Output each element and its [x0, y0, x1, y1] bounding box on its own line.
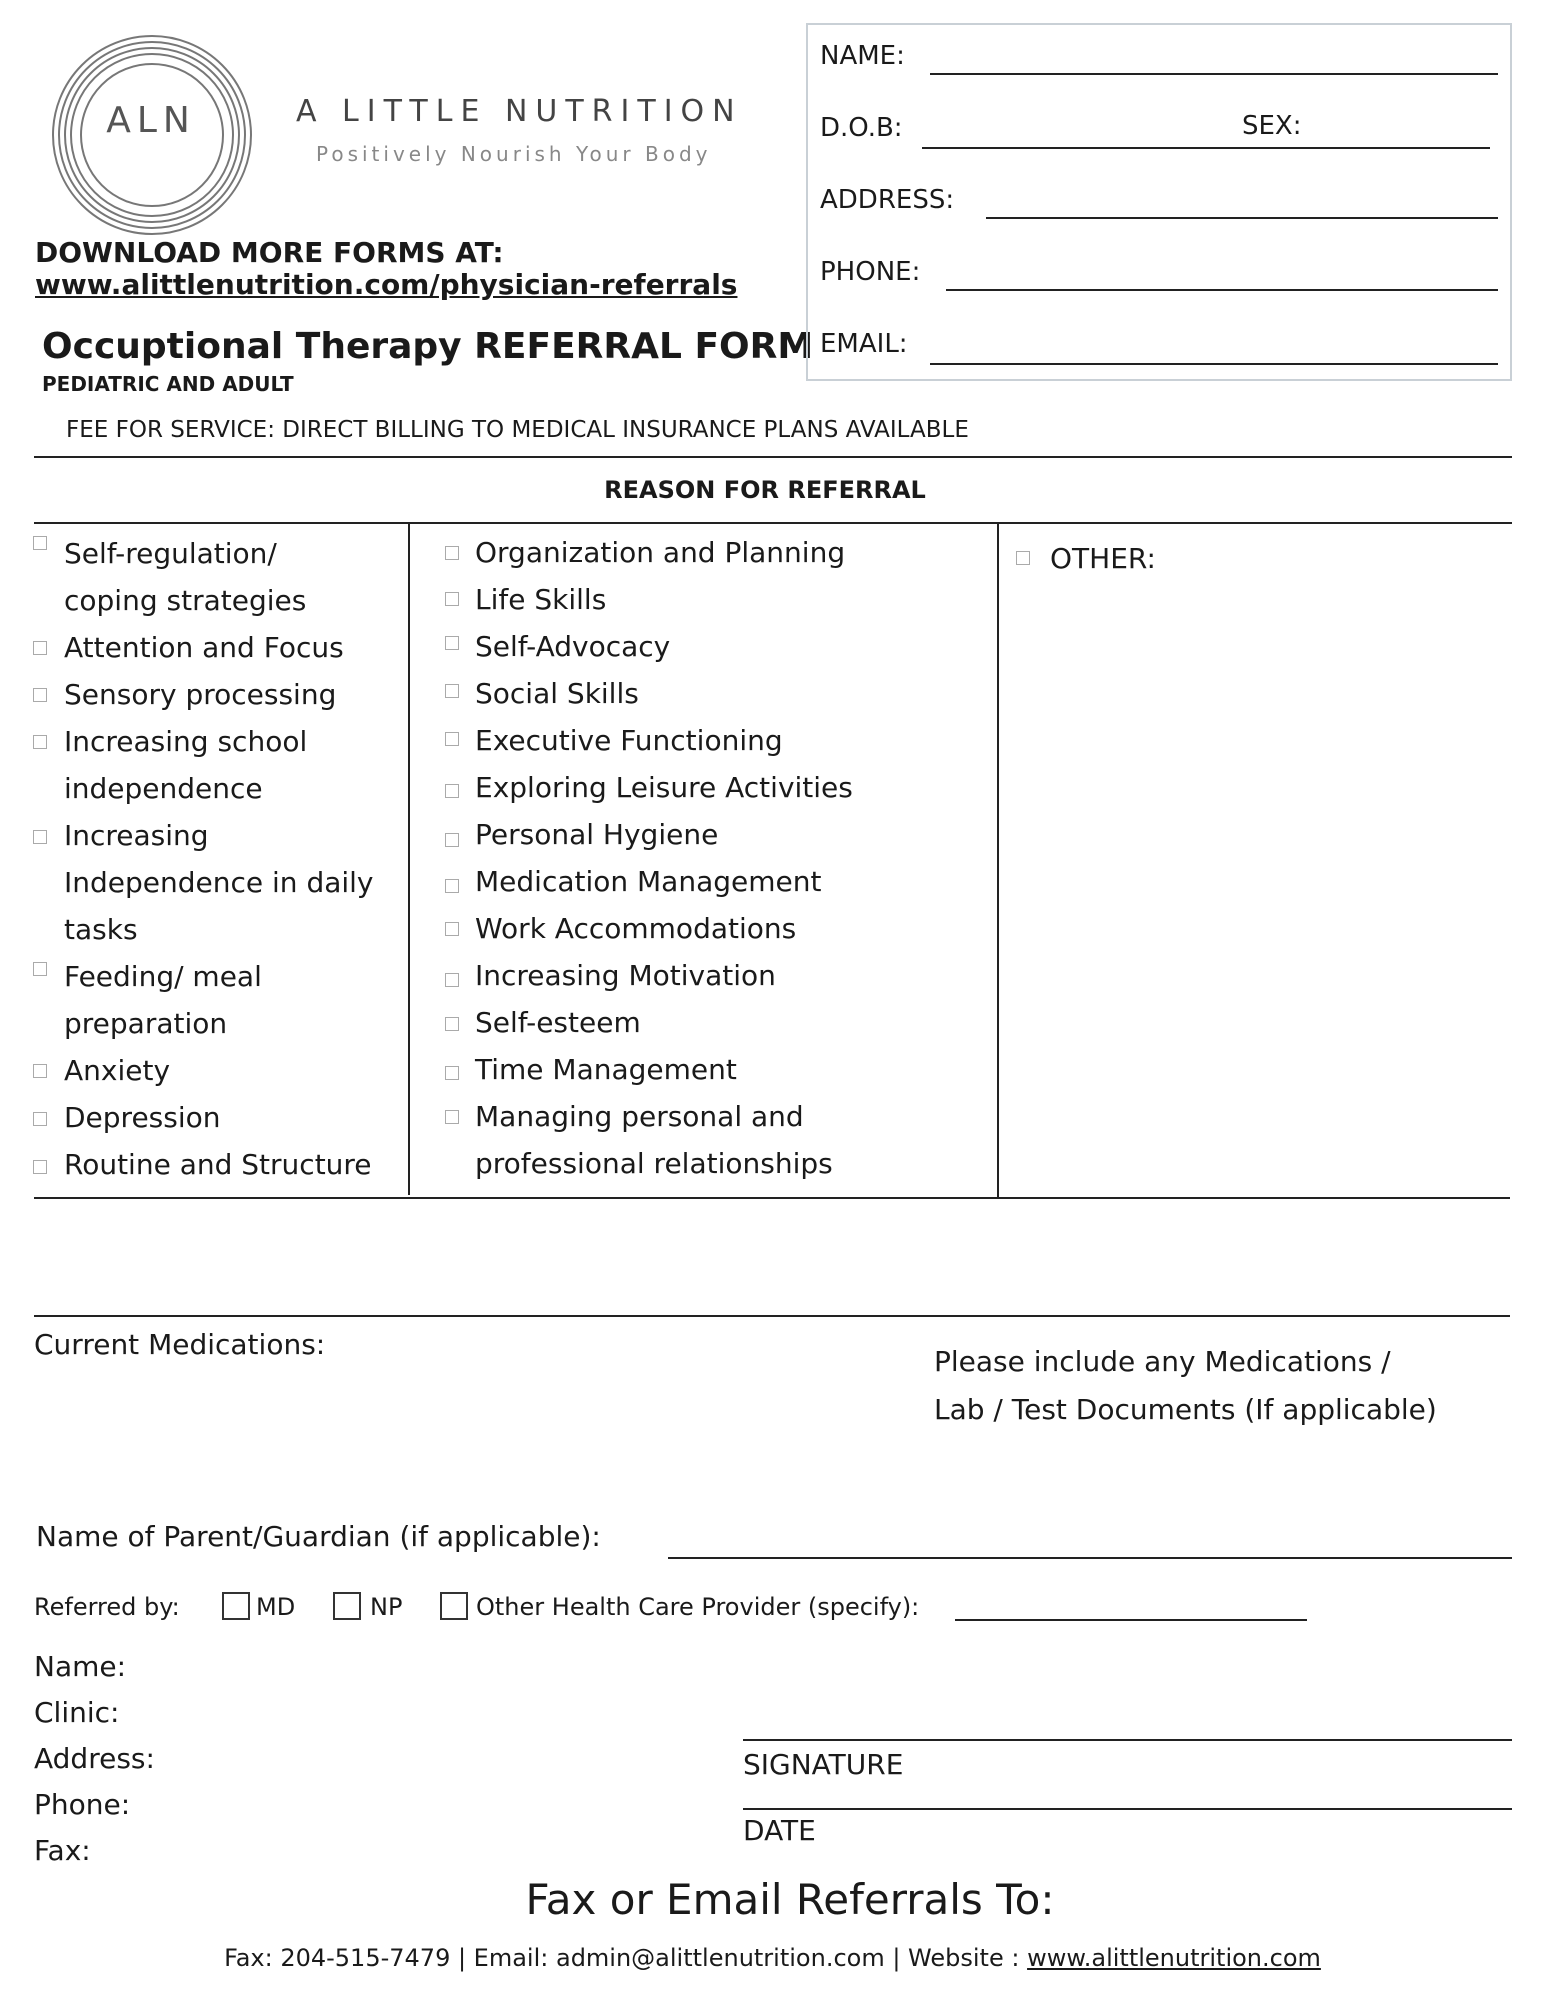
patient-email-field[interactable]	[930, 363, 1498, 365]
form-subtitle: PEDIATRIC AND ADULT	[42, 372, 294, 396]
reason-item: Self-regulation/	[64, 537, 277, 570]
reason-checkbox[interactable]	[445, 922, 459, 936]
provider-name-label: Name:	[34, 1650, 127, 1683]
brand-tagline: Positively Nourish Your Body	[316, 142, 712, 166]
reason-checkbox[interactable]	[445, 833, 459, 847]
reason-item: Medication Management	[475, 865, 822, 898]
reason-item: Increasing school	[64, 725, 308, 758]
footer-contact	[0, 1944, 1545, 1972]
reason-item: Increasing Motivation	[475, 959, 776, 992]
reason-item: Anxiety	[64, 1054, 171, 1087]
signature-field[interactable]	[743, 1739, 1512, 1741]
fee-note: FEE FOR SERVICE: DIRECT BILLING TO MEDICAL INSURANCE PLANS AVAILABLE	[66, 417, 969, 443]
website-link[interactable]: www.alittlenutrition.com	[1027, 1944, 1321, 1972]
provider-phone-label: Phone:	[34, 1788, 131, 1821]
reason-item: Increasing	[64, 819, 209, 852]
column-divider	[997, 522, 999, 1197]
reason-item: Time Management	[475, 1053, 737, 1086]
reason-checkbox[interactable]	[445, 1110, 459, 1124]
divider	[34, 456, 1512, 458]
download-link[interactable]: www.alittlenutrition.com/physician-referrals	[35, 268, 738, 301]
np-label: NP	[370, 1593, 403, 1621]
md-checkbox[interactable]	[222, 1592, 250, 1620]
footer-title: Fax or Email Referrals To:	[525, 1875, 1055, 1924]
patient-info-box	[806, 23, 1512, 381]
patient-email-label: EMAIL:	[820, 329, 908, 359]
other-provider-checkbox[interactable]	[440, 1592, 468, 1620]
reason-checkbox[interactable]	[445, 636, 459, 650]
reason-checkbox[interactable]	[445, 879, 459, 893]
medications-note: Lab / Test Documents (If applicable)	[934, 1393, 1437, 1426]
guardian-label: Name of Parent/Guardian (if applicable):	[36, 1520, 601, 1553]
provider-fax-label: Fax:	[34, 1834, 91, 1867]
reason-checkbox[interactable]	[33, 641, 47, 655]
reason-item: tasks	[64, 913, 138, 946]
reason-checkbox[interactable]	[33, 830, 47, 844]
reason-item: Organization and Planning	[475, 536, 846, 569]
md-label: MD	[256, 1593, 296, 1621]
other-label: OTHER:	[1050, 542, 1156, 575]
patient-address-field[interactable]	[986, 217, 1498, 219]
patient-phone-label: PHONE:	[820, 257, 921, 287]
reason-checkbox[interactable]	[33, 1112, 47, 1126]
reason-checkbox[interactable]	[445, 592, 459, 606]
divider	[34, 1197, 1510, 1199]
reason-checkbox[interactable]	[33, 1064, 47, 1078]
reason-item: independence	[64, 772, 263, 805]
reason-item: professional relationships	[475, 1147, 833, 1180]
logo-monogram: ALN	[106, 100, 196, 141]
patient-name-field[interactable]	[930, 73, 1498, 75]
divider	[34, 1315, 1510, 1317]
patient-address-label: ADDRESS:	[820, 185, 955, 215]
reason-checkbox[interactable]	[445, 684, 459, 698]
reason-item: Life Skills	[475, 583, 607, 616]
brand-name: A LITTLE NUTRITION	[296, 94, 743, 129]
np-checkbox[interactable]	[333, 1592, 361, 1620]
reason-item: Depression	[64, 1101, 221, 1134]
provider-address-label: Address:	[34, 1742, 155, 1775]
reason-checkbox[interactable]	[445, 1066, 459, 1080]
medications-note: Please include any Medications /	[934, 1345, 1391, 1378]
reason-heading: REASON FOR REFERRAL	[604, 476, 926, 504]
reason-item: Sensory processing	[64, 678, 337, 711]
referred-by-label: Referred by:	[34, 1593, 180, 1621]
footer-contact-text: Fax: 204-515-7479 | Email: admin@alittlenutrition.com | Website :	[224, 1944, 1028, 1972]
reason-checkbox[interactable]	[445, 732, 459, 746]
reason-item: Self-esteem	[475, 1006, 641, 1039]
other-provider-field[interactable]	[955, 1619, 1307, 1621]
medications-label: Current Medications:	[34, 1328, 326, 1361]
other-checkbox[interactable]	[1016, 551, 1030, 565]
form-title: Occuptional Therapy REFERRAL FORM	[42, 326, 814, 367]
reason-item: Social Skills	[475, 677, 639, 710]
reason-checkbox[interactable]	[445, 784, 459, 798]
date-label: DATE	[743, 1814, 816, 1847]
reason-item: Executive Functioning	[475, 724, 783, 757]
reason-item: Attention and Focus	[64, 631, 344, 664]
other-provider-label: Other Health Care Provider (specify):	[476, 1593, 920, 1621]
reason-item: Exploring Leisure Activities	[475, 771, 853, 804]
patient-sex-label: SEX:	[1242, 111, 1302, 141]
reason-item: Routine and Structure	[64, 1148, 372, 1181]
signature-label: SIGNATURE	[743, 1748, 904, 1781]
reason-checkbox[interactable]	[445, 546, 459, 560]
date-field[interactable]	[743, 1808, 1512, 1810]
patient-dob-label: D.O.B:	[820, 113, 903, 143]
reason-item: Work Accommodations	[475, 912, 797, 945]
reason-item: Self-Advocacy	[475, 630, 671, 663]
reason-checkbox[interactable]	[33, 962, 47, 976]
reason-checkbox[interactable]	[33, 1160, 47, 1174]
reason-checkbox[interactable]	[445, 1017, 459, 1031]
provider-clinic-label: Clinic:	[34, 1696, 120, 1729]
reason-checkbox[interactable]	[445, 973, 459, 987]
reason-item: coping strategies	[64, 584, 307, 617]
download-heading: DOWNLOAD MORE FORMS AT:	[35, 236, 504, 269]
patient-phone-field[interactable]	[946, 289, 1498, 291]
divider	[34, 522, 1512, 524]
reason-item: preparation	[64, 1007, 228, 1040]
reason-item: Independence in daily	[64, 866, 374, 899]
patient-dob-field[interactable]	[922, 147, 1490, 149]
reason-checkbox[interactable]	[33, 735, 47, 749]
reason-checkbox[interactable]	[33, 688, 47, 702]
reason-item: Feeding/ meal	[64, 960, 262, 993]
reason-item: Managing personal and	[475, 1100, 804, 1133]
reason-item: Personal Hygiene	[475, 818, 719, 851]
guardian-field[interactable]	[668, 1557, 1512, 1559]
patient-name-label: NAME:	[820, 41, 905, 71]
column-divider	[408, 522, 410, 1195]
reason-checkbox[interactable]	[33, 536, 47, 550]
